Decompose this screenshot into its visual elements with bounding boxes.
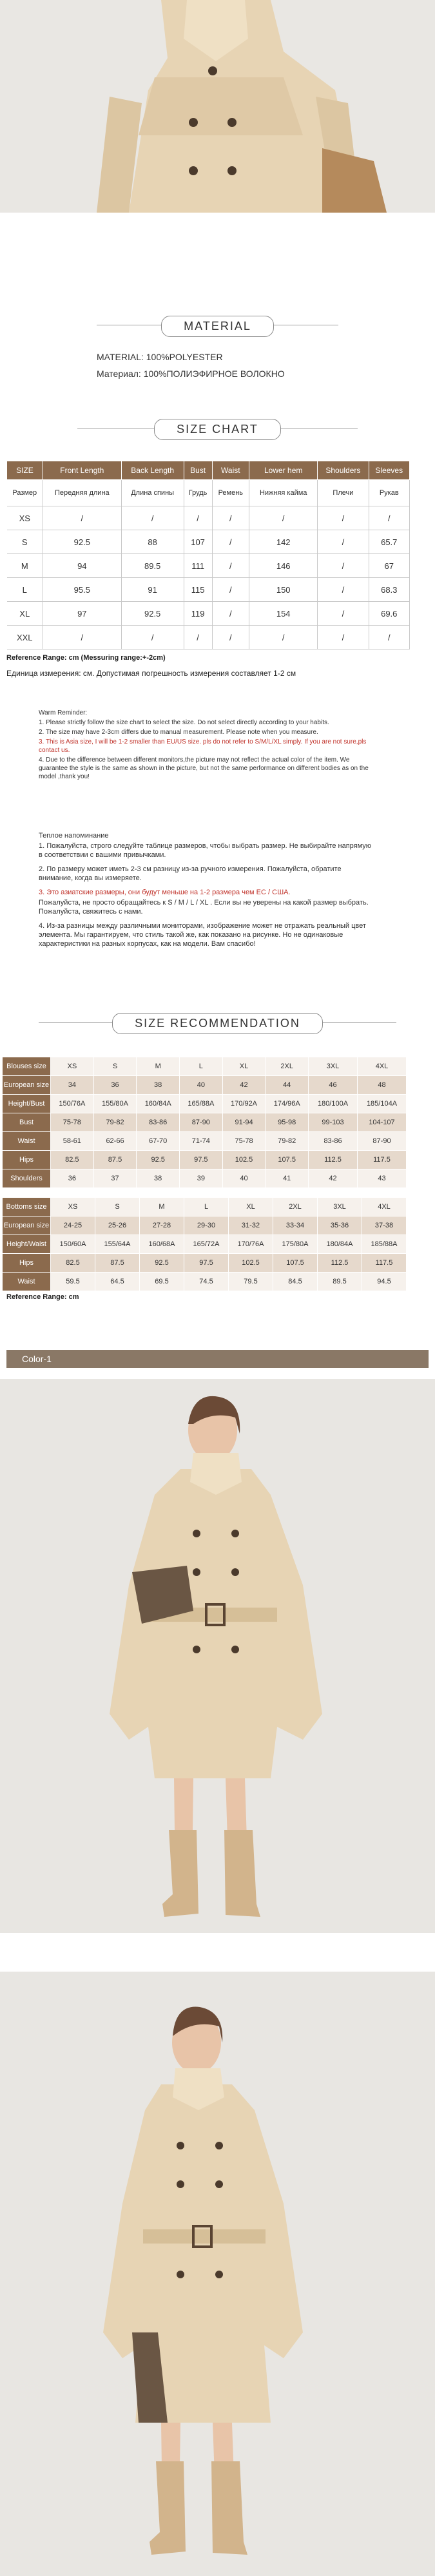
table-cell: 112.5: [309, 1151, 358, 1169]
table-row: [7, 602, 410, 626]
col-header-ru: Размер: [7, 480, 43, 506]
table-cell: /: [212, 602, 249, 626]
table-cell: 69.5: [140, 1273, 184, 1291]
col-header: Front Length: [43, 461, 121, 480]
table-cell: 2XL: [266, 1057, 309, 1076]
col-header-ru: Рукав: [369, 480, 410, 506]
table-cell: 87-90: [180, 1113, 223, 1132]
table-cell: 104-107: [357, 1113, 406, 1132]
table-cell: M: [137, 1057, 180, 1076]
table-row: [3, 1235, 407, 1254]
table-cell: 4XL: [362, 1198, 407, 1216]
table-cell: 37-38: [362, 1216, 407, 1235]
size-chart-title: SIZE CHART: [154, 419, 281, 440]
table-cell: /: [121, 626, 184, 649]
table-cell: 48: [357, 1076, 406, 1095]
col-header: Lower hem: [249, 461, 318, 480]
blouses-size-table: [2, 1057, 407, 1188]
table-cell: 82.5: [51, 1151, 94, 1169]
table-cell: 115: [184, 578, 212, 602]
table-cell: 92.5: [140, 1254, 184, 1273]
table-cell: /: [121, 506, 184, 530]
table-cell: L: [180, 1057, 223, 1076]
material-title: MATERIAL: [161, 316, 274, 337]
table-cell: /: [43, 626, 121, 649]
table-cell: 94: [43, 554, 121, 578]
table-cell: 83-86: [309, 1132, 358, 1151]
row-header: Hips: [3, 1254, 51, 1273]
warm-item-highlight: 3. This is Asia size, I will be 1-2 smaller than EU/US size. pls do not refer to S/M/L/XL simply. If you are not sure,pls contact us.: [39, 738, 367, 754]
table-cell: 160/68A: [140, 1235, 184, 1254]
table-cell: 155/80A: [93, 1095, 137, 1113]
table-cell: 175/80A: [273, 1235, 318, 1254]
table-cell: 38: [137, 1169, 180, 1188]
table-cell: S: [95, 1198, 140, 1216]
table-cell: 41: [266, 1169, 309, 1188]
table-cell: 67: [369, 554, 410, 578]
table-cell: 39: [180, 1169, 223, 1188]
table-cell: 170/92A: [222, 1095, 266, 1113]
table-cell: 117.5: [362, 1254, 407, 1273]
table-cell: 174/96A: [266, 1095, 309, 1113]
row-header: Waist: [3, 1273, 51, 1291]
table-cell: L: [7, 578, 43, 602]
table-row: [3, 1273, 407, 1291]
col-header-ru: Длина спины: [121, 480, 184, 506]
table-row: [3, 1076, 407, 1095]
table-cell: 165/88A: [180, 1095, 223, 1113]
warm-reminder-en: [39, 709, 374, 782]
size-chart-header-en: [7, 461, 410, 480]
table-cell: 79.5: [229, 1273, 273, 1291]
material-ru-line: [97, 369, 285, 379]
table-cell: 68.3: [369, 578, 410, 602]
col-header: Bust: [184, 461, 212, 480]
table-cell: L: [184, 1198, 229, 1216]
table-cell: 87.5: [93, 1151, 137, 1169]
model-photo-1: [0, 1379, 435, 1933]
table-cell: 79-82: [266, 1132, 309, 1151]
table-cell: /: [318, 626, 369, 649]
table-cell: /: [249, 626, 318, 649]
table-cell: M: [140, 1198, 184, 1216]
table-cell: /: [318, 530, 369, 554]
table-cell: 94.5: [362, 1273, 407, 1291]
table-cell: /: [249, 506, 318, 530]
table-cell: 43: [357, 1169, 406, 1188]
table-cell: /: [212, 626, 249, 649]
table-row: [7, 506, 410, 530]
material-ru-value: 100%ПОЛИЭФИРНОЕ ВОЛОКНО: [143, 369, 285, 379]
col-header: SIZE: [7, 461, 43, 480]
table-cell: /: [212, 578, 249, 602]
table-cell: 119: [184, 602, 212, 626]
size-rec-reference: Reference Range: cm: [6, 1293, 79, 1301]
material-en-value: 100%POLYESTER: [146, 352, 223, 362]
table-cell: 75-78: [51, 1113, 94, 1132]
material-section-title: [0, 316, 435, 337]
table-row: [3, 1151, 407, 1169]
table-cell: 69.6: [369, 602, 410, 626]
bottoms-size-table: [2, 1197, 407, 1291]
table-cell: 64.5: [95, 1273, 140, 1291]
row-header: Waist: [3, 1132, 51, 1151]
table-cell: 150/60A: [51, 1235, 95, 1254]
table-cell: 34: [51, 1076, 94, 1095]
col-header-ru: Передняя длина: [43, 480, 121, 506]
size-chart-section-title: [0, 419, 435, 440]
table-cell: 95-98: [266, 1113, 309, 1132]
table-cell: /: [318, 554, 369, 578]
table-cell: 107: [184, 530, 212, 554]
warm-item: 2. По размеру может иметь 2-3 см разницу из-за ручного измерения. Пожалуйста, обратите внимание, когда вы измеряете.: [39, 865, 342, 882]
warm-item: Пожалуйста, не просто обращайтесь к S / M / L / XL . Если вы не уверены на какой размер выбрать. Пожалуйста, свяжитесь с нами.: [39, 899, 369, 916]
table-cell: 29-30: [184, 1216, 229, 1235]
table-cell: 107.5: [266, 1151, 309, 1169]
table-cell: 112.5: [318, 1254, 362, 1273]
table-cell: 62-66: [93, 1132, 137, 1151]
table-cell: XL: [229, 1198, 273, 1216]
table-cell: XS: [51, 1198, 95, 1216]
table-cell: 82.5: [51, 1254, 95, 1273]
table-cell: XL: [222, 1057, 266, 1076]
table-cell: S: [7, 530, 43, 554]
table-row: [3, 1113, 407, 1132]
table-cell: 42: [309, 1169, 358, 1188]
col-header: Waist: [212, 461, 249, 480]
size-chart-header-ru: [7, 480, 410, 506]
table-cell: 59.5: [51, 1273, 95, 1291]
table-cell: 142: [249, 530, 318, 554]
table-cell: 38: [137, 1076, 180, 1095]
table-cell: 74.5: [184, 1273, 229, 1291]
table-cell: 79-82: [93, 1113, 137, 1132]
table-cell: 155/64A: [95, 1235, 140, 1254]
table-cell: 36: [93, 1076, 137, 1095]
table-cell: 42: [222, 1076, 266, 1095]
table-cell: 99-103: [309, 1113, 358, 1132]
col-header: Shoulders: [318, 461, 369, 480]
table-cell: 92.5: [43, 530, 121, 554]
row-header: Hips: [3, 1151, 51, 1169]
table-cell: 180/84A: [318, 1235, 362, 1254]
size-rec-section-title: [0, 1013, 435, 1034]
table-cell: 89.5: [121, 554, 184, 578]
table-cell: M: [7, 554, 43, 578]
material-en-label: MATERIAL:: [97, 352, 144, 362]
table-cell: 75-78: [222, 1132, 266, 1151]
warm-item: 4. Из-за разницы между различными мониторами, изображение может не отражать реальный цвет элемента. Мы гарантируем, что стиль такой же, как показано на рисунке. Но не одинаковые характеристики на разных корпусах, как на модели. Вам спасибо!: [39, 922, 366, 948]
table-cell: /: [43, 506, 121, 530]
col-header-ru: Нижняя кайма: [249, 480, 318, 506]
table-cell: /: [318, 578, 369, 602]
table-cell: 154: [249, 602, 318, 626]
table-cell: 180/100A: [309, 1095, 358, 1113]
table-cell: 24-25: [51, 1216, 95, 1235]
warm-item: 2. The size may have 2-3cm differs due to manual measurement. Please note when you measure.: [39, 729, 318, 736]
table-cell: 4XL: [357, 1057, 406, 1076]
table-cell: /: [318, 506, 369, 530]
table-row: [7, 530, 410, 554]
row-header: Blouses size: [3, 1057, 51, 1076]
table-cell: 91-94: [222, 1113, 266, 1132]
table-cell: 87.5: [95, 1254, 140, 1273]
table-cell: 107.5: [273, 1254, 318, 1273]
material-ru-label: Материал:: [97, 369, 141, 379]
table-cell: /: [212, 554, 249, 578]
table-cell: /: [369, 506, 410, 530]
table-cell: 88: [121, 530, 184, 554]
table-cell: 3XL: [309, 1057, 358, 1076]
row-header: Shoulders: [3, 1169, 51, 1188]
col-header-ru: Ремень: [212, 480, 249, 506]
table-cell: 2XL: [273, 1198, 318, 1216]
table-cell: XXL: [7, 626, 43, 649]
col-header-ru: Плечи: [318, 480, 369, 506]
table-cell: 44: [266, 1076, 309, 1095]
table-cell: 36: [51, 1169, 94, 1188]
table-cell: 185/104A: [357, 1095, 406, 1113]
table-cell: /: [184, 626, 212, 649]
table-row: [7, 626, 410, 649]
table-cell: 58-61: [51, 1132, 94, 1151]
table-cell: 35-36: [318, 1216, 362, 1235]
table-row: [3, 1254, 407, 1273]
table-cell: 146: [249, 554, 318, 578]
table-cell: /: [318, 602, 369, 626]
warm-item: 1. Пожалуйста, строго следуйте таблице размеров, чтобы выбрать размер. Не выбирайте напрямую в соответствии с вашими привычками.: [39, 842, 372, 859]
warm-reminder-ru: [39, 831, 374, 950]
table-cell: 91: [121, 578, 184, 602]
size-reference-range: Reference Range: cm (Messuring range:+-2cm): [6, 654, 166, 662]
warm-item: 4. Due to the difference between different monitors,the picture may not reflect the actual color of the item. We guarantee the style is the same as shown in the picture, but not the same performance on different bodies as on the model ,thank you!: [39, 756, 369, 780]
table-cell: 71-74: [180, 1132, 223, 1151]
table-cell: 40: [180, 1076, 223, 1095]
table-cell: 84.5: [273, 1273, 318, 1291]
row-header: Height/Bust: [3, 1095, 51, 1113]
table-row: [3, 1057, 407, 1076]
size-rec-title: SIZE RECOMMENDATION: [112, 1013, 323, 1034]
table-cell: 87-90: [357, 1132, 406, 1151]
size-ru-note: Единица измерения: см. Допустимая погрешность измерения составляет 1-2 см: [6, 669, 296, 678]
table-cell: 25-26: [95, 1216, 140, 1235]
table-cell: 165/72A: [184, 1235, 229, 1254]
table-row: [3, 1169, 407, 1188]
color-label: Color-1: [22, 1354, 52, 1364]
table-row: [3, 1216, 407, 1235]
table-cell: 160/84A: [137, 1095, 180, 1113]
table-cell: 111: [184, 554, 212, 578]
table-cell: 95.5: [43, 578, 121, 602]
row-header: Bust: [3, 1113, 51, 1132]
warm-item-highlight: 3. Это азиатские размеры, они будут меньше на 1-2 размера чем ЕС / США.: [39, 889, 291, 896]
table-cell: XS: [51, 1057, 94, 1076]
table-cell: 150: [249, 578, 318, 602]
table-row: [3, 1132, 407, 1151]
table-cell: 92.5: [121, 602, 184, 626]
table-cell: 46: [309, 1076, 358, 1095]
table-cell: 31-32: [229, 1216, 273, 1235]
table-cell: 40: [222, 1169, 266, 1188]
table-row: [3, 1198, 407, 1216]
table-cell: XS: [7, 506, 43, 530]
row-header: European size: [3, 1216, 51, 1235]
table-cell: 37: [93, 1169, 137, 1188]
table-cell: 89.5: [318, 1273, 362, 1291]
table-cell: 33-34: [273, 1216, 318, 1235]
table-cell: 65.7: [369, 530, 410, 554]
table-cell: 97: [43, 602, 121, 626]
col-header-ru: Грудь: [184, 480, 212, 506]
table-cell: S: [93, 1057, 137, 1076]
table-cell: 185/88A: [362, 1235, 407, 1254]
table-cell: 83-86: [137, 1113, 180, 1132]
table-row: [7, 578, 410, 602]
table-cell: 102.5: [229, 1254, 273, 1273]
table-cell: 97.5: [180, 1151, 223, 1169]
table-cell: /: [369, 626, 410, 649]
warm-title: Warm Reminder:: [39, 709, 88, 716]
row-header: European size: [3, 1076, 51, 1095]
table-row: [3, 1095, 407, 1113]
row-header: Bottoms size: [3, 1198, 51, 1216]
table-cell: 3XL: [318, 1198, 362, 1216]
table-cell: 102.5: [222, 1151, 266, 1169]
table-cell: /: [212, 506, 249, 530]
warm-item: 1. Please strictly follow the size chart to select the size. Do not select directly according to your habits.: [39, 719, 329, 726]
table-cell: 117.5: [357, 1151, 406, 1169]
table-cell: 170/76A: [229, 1235, 273, 1254]
table-cell: 67-70: [137, 1132, 180, 1151]
table-cell: 92.5: [137, 1151, 180, 1169]
col-header: Sleeves: [369, 461, 410, 480]
row-header: Height/Waist: [3, 1235, 51, 1254]
top-product-photo: [0, 0, 435, 213]
table-row: [7, 554, 410, 578]
table-cell: /: [184, 506, 212, 530]
table-cell: 27-28: [140, 1216, 184, 1235]
size-chart-table: [6, 461, 410, 649]
table-cell: XL: [7, 602, 43, 626]
table-cell: 150/76A: [51, 1095, 94, 1113]
material-en-line: [97, 352, 223, 362]
table-cell: 97.5: [184, 1254, 229, 1273]
warm-title: Теплое напоминание: [39, 832, 109, 840]
table-cell: /: [212, 530, 249, 554]
color-label-bar: [6, 1350, 429, 1368]
col-header: Back Length: [121, 461, 184, 480]
model-photo-2: [0, 1972, 435, 2576]
